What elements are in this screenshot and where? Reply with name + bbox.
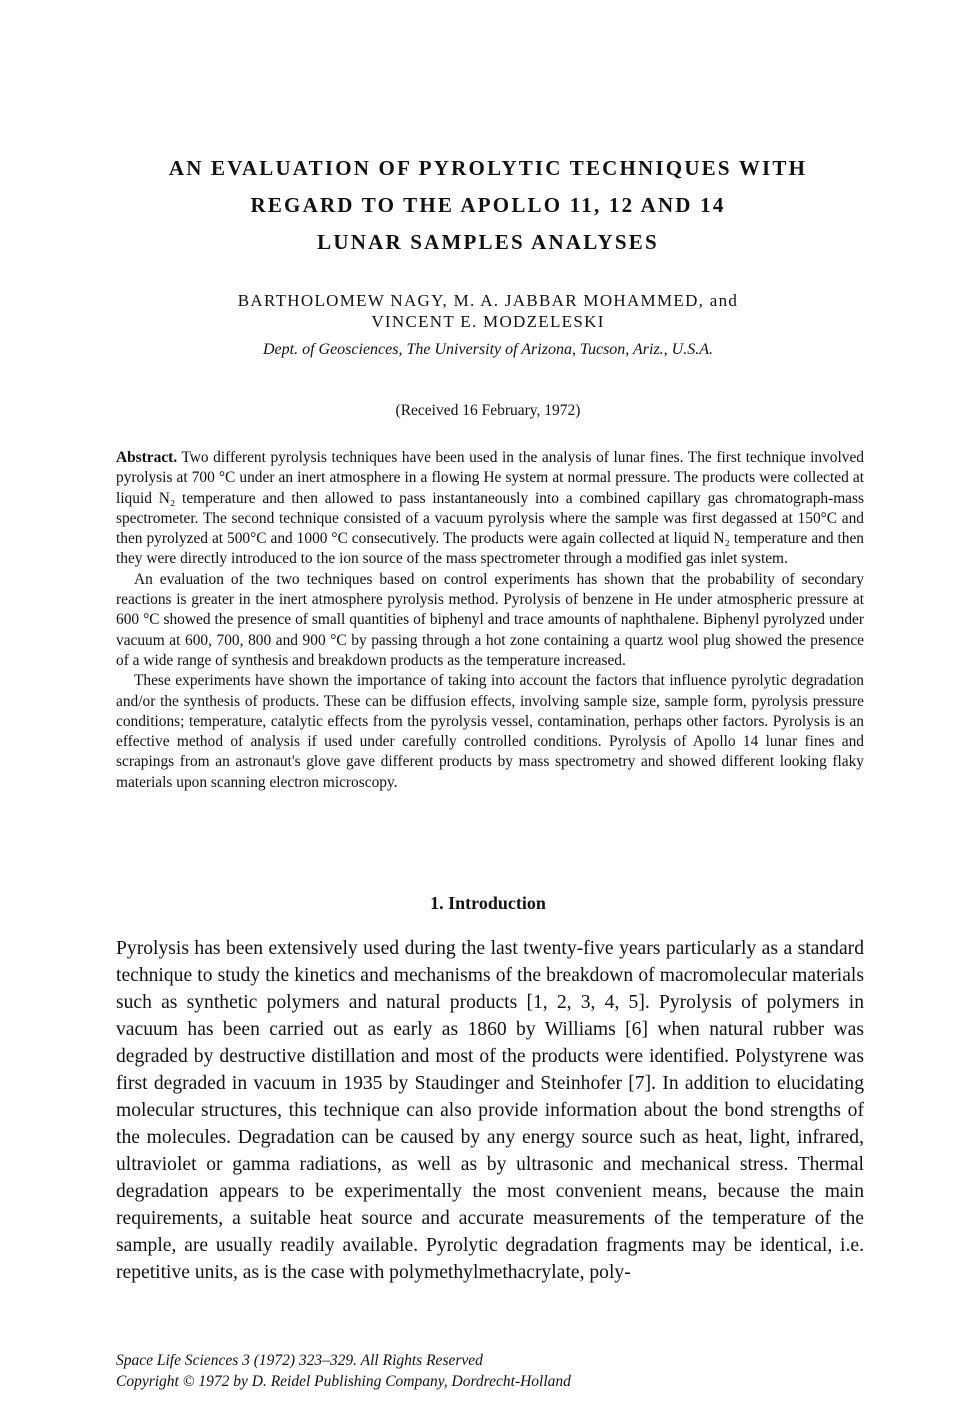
footer-copyright: Copyright © 1972 by D. Reidel Publishing Company, Dordrecht-Holland: [116, 1373, 571, 1390]
abstract-text-1: Two different pyrolysis techniques have been used in the analysis of lunar fines. The first technique involved pyrolysis at 700 °C under an inert atmosphere in a flowing He system at normal pressure. The products were collected at liquid N₂ temperature and then allowed to pass instantaneously into a combined capillary gas chromatograph-mass spectrometer. The second technique consisted of a vacuum pyrolysis where the sample was first degassed at 150°C and then pyrolyzed at 500°C and 1000 °C consecutively. The products were again collected at liquid N₂ temperature and then they were directly introduced to the ion source of the mass spectrometer through a modified gas inlet system.: [116, 449, 864, 568]
abstract-paragraph-1: [116, 448, 864, 570]
received-date: (Received 16 February, 1972): [395, 402, 581, 419]
section-heading: 1. Introduction: [430, 893, 546, 913]
title-line-1: AN EVALUATION OF PYROLYTIC TECHNIQUES WITH: [168, 156, 808, 180]
abstract: [116, 448, 864, 793]
journal-footer: [116, 1350, 864, 1392]
abstract-paragraph-2: An evaluation of the two techniques based on control experiments has shown that the probability of secondary reactions is greater in the inert atmosphere pyrolysis method. Pyrolysis of benzene in He under atmospheric pressure at 600 °C showed the presence of small quantities of biphenyl and trace amounts of naphthalene. Biphenyl pyrolyzed under vacuum at 600, 700, 800 and 900 °C by passing through a hot zone containing a quartz wool plug showed the presence of a wide range of synthesis and breakdown products as the temperature increased.: [116, 570, 864, 669]
authors-line-1: BARTHOLOMEW NAGY, M. A. JABBAR MOHAMMED, and: [237, 291, 739, 310]
abstract-label: Abstract.: [116, 449, 178, 466]
introduction-paragraph: Pyrolysis has been extensively used during the last twenty-five years particularly as a standard technique to study the kinetics and mechanisms of the breakdown of macromolecular materials such as synthetic polymers and natural products [1, 2, 3, 4, 5]. Pyrolysis of polymers in vacuum has been carried out as early as 1860 by Williams [6] when natural rubber was degraded by destructive distillation and most of the products were identified. Polystyrene was first degraded in vacuum in 1935 by Staudinger and Steinhofer [7]. In addition to elucidating molecular structures, this technique can also provide information about the bond strengths of the molecules. Degradation can be caused by any energy source such as heat, light, infrared, ultraviolet or gamma radiations, as well as by ultrasonic and mechanical stress. Thermal degradation appears to be experimentally the most convenient means, because the main requirements, a suitable heat source and accurate measurements of the temperature of the sample, are usually readily available. Pyrolytic degradation fragments may be identical, i.e. repetitive units, as is the case with polymethylmethacrylate, poly-: [116, 938, 864, 1283]
abstract-paragraph-3: These experiments have shown the importance of taking into account the factors that influence pyrolytic degradation and/or the synthesis of products. These can be diffusion effects, involving sample size, sample form, pyrolysis pressure conditions; temperature, catalytic effects from the pyrolysis vessel, contamination, perhaps other factors. Pyrolysis is an effective method of analysis if used under carefully controlled conditions. Pyrolysis of Apollo 14 lunar fines and scrapings from an astronaut's glove gave different products by mass spectrometry and showed different looking flaky materials upon scanning electron microscopy.: [116, 672, 864, 791]
title-line-2: REGARD TO THE APOLLO 11, 12 AND 14: [250, 193, 726, 217]
footer-citation: Space Life Sciences 3 (1972) 323–329. All Rights Reserved: [116, 1352, 483, 1369]
paper-title: [100, 150, 876, 261]
introduction-body: [116, 935, 864, 1286]
title-line-3: LUNAR SAMPLES ANALYSES: [317, 230, 659, 254]
affiliation: Dept. of Geosciences, The University of Arizona, Tucson, Ariz., U.S.A.: [262, 341, 714, 358]
authors-line-2: VINCENT E. MODZELESKI: [371, 312, 605, 331]
author-list: [100, 290, 876, 332]
